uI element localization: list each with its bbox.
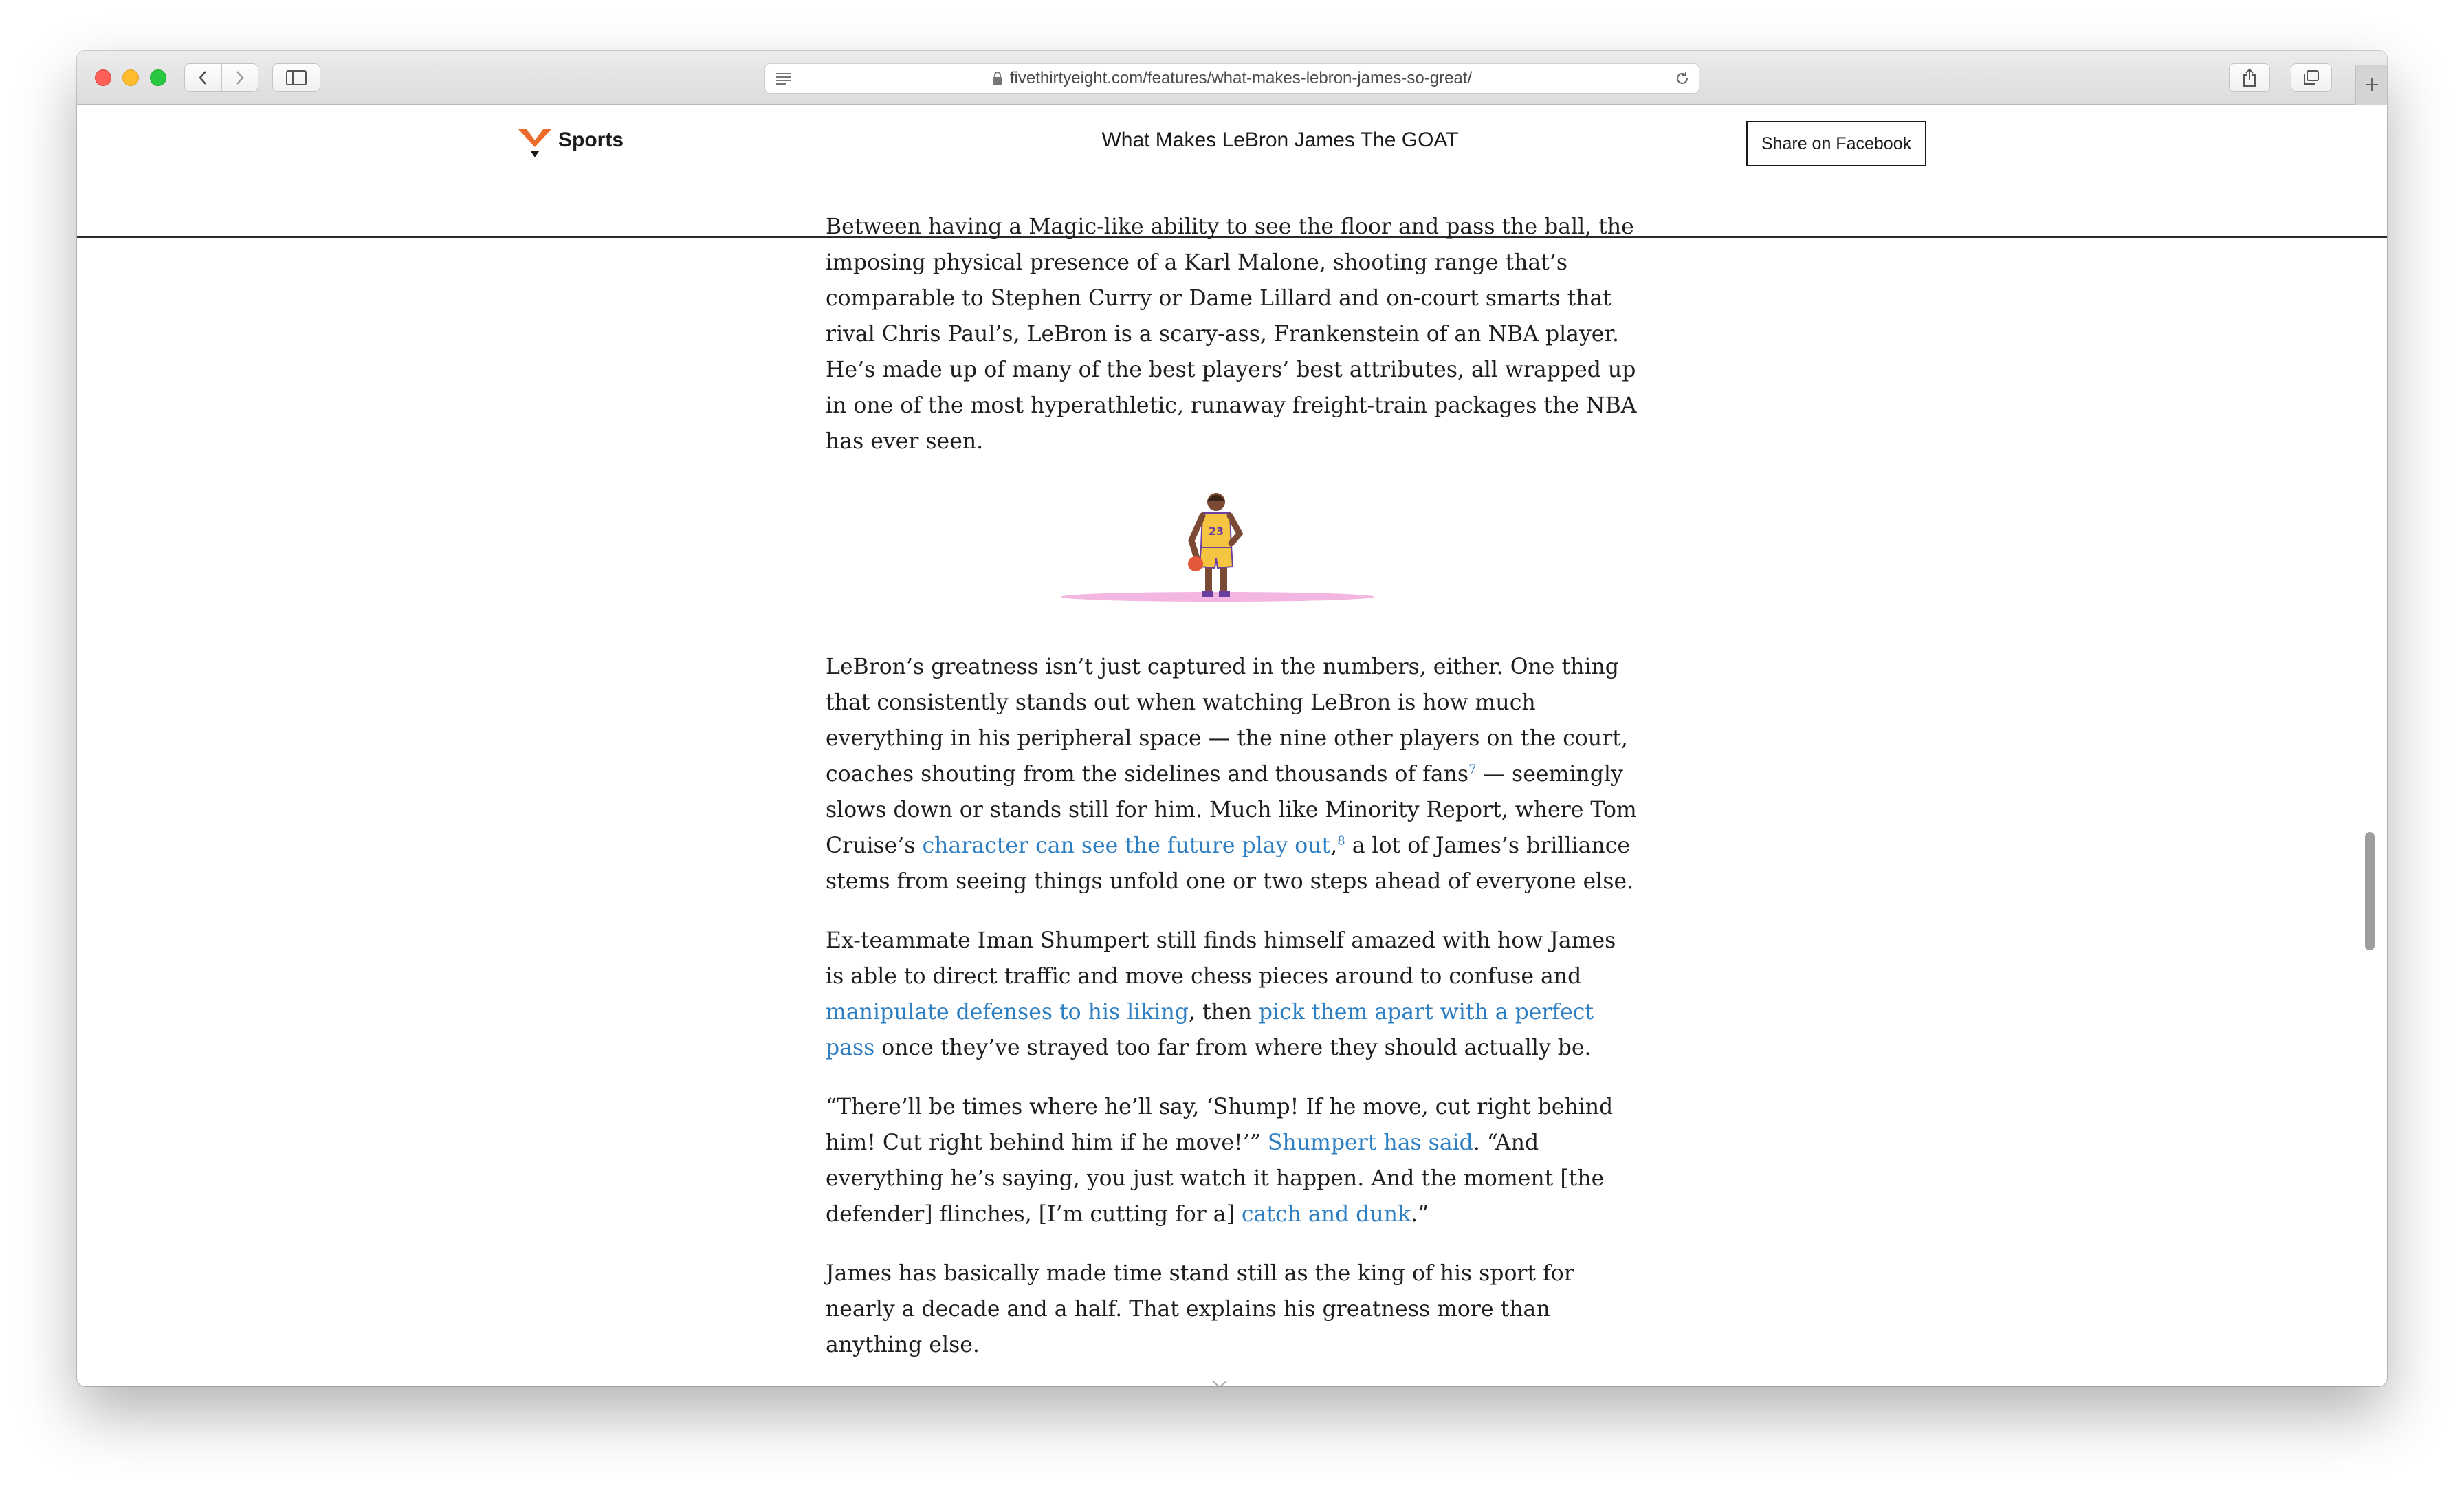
minimize-window-button[interactable] [122, 69, 139, 86]
article-paragraph: Ex-teammate Iman Shumpert still finds himself amazed with how James is able to direct traffic and move chess pieces around to confuse and manipulate defenses to his liking, then pick them apart with a perfect pass once they’ve strayed too far from where they should actually be. [826, 928, 1616, 1060]
new-tab-button[interactable] [2355, 65, 2387, 105]
address-bar[interactable] [764, 63, 1700, 94]
link-manipulate-defenses[interactable]: manipulate defenses to his liking [826, 1000, 1189, 1025]
show-tabs-button[interactable] [2291, 63, 2332, 92]
tabs-icon [2302, 69, 2320, 86]
navigation-buttons [184, 63, 258, 92]
reload-icon[interactable] [1674, 70, 1691, 90]
sidebar-icon [286, 70, 307, 85]
jersey-number: 23 [1208, 525, 1224, 538]
back-button[interactable] [185, 64, 221, 91]
forward-button[interactable] [221, 64, 258, 91]
share-on-facebook-button[interactable]: Share on Facebook [1746, 121, 1926, 166]
share-button[interactable] [2229, 63, 2270, 92]
section-label[interactable]: Sports [558, 129, 624, 151]
lebron-illustration [826, 483, 1637, 627]
share-icon [2242, 68, 2257, 87]
chevron-down-icon [1211, 1379, 1228, 1386]
link-perfect-pass[interactable]: pick them apart with a perfect pass [826, 1000, 1594, 1060]
footnote-7[interactable]: 7 [1468, 762, 1477, 777]
sidebar-toggle-button[interactable] [272, 63, 320, 92]
scrollbar-thumb[interactable] [2365, 832, 2375, 950]
article-paragraph: “There’ll be times where he’ll say, ‘Shump! If he move, cut right behind him! Cut right behind him if he move!’” Shumpert has said. “And everything he’s saying, you just watch it happen. And the moment [the defender] flinches, [I’m cutting for a] catch and dunk.” [826, 1095, 1614, 1227]
link-character-future[interactable]: character can see the future play out [922, 833, 1331, 858]
article-paragraph: LeBron’s greatness isn’t just captured in the numbers, either. One thing that consistently stands out when watching LeBron is how much everything in his peripheral space — the nine other players on the court, coaches shouting from the sidelines and thousands of fans$^7$ — seemingly slows down or stands still for him. Much like Minority Report, where Tom Cruise’s character can see the future play out,$^8$ a lot of James’s brilliance stems from seeing things unfold one or two steps ahead of everyone else. [826, 655, 1637, 894]
article-body [826, 209, 1637, 1386]
link-shumpert-has-said[interactable]: Shumpert has said [1267, 1130, 1473, 1155]
article-paragraph: Between having a Magic-like ability to see the floor and pass the ball, the imposing physical presence of a Karl Malone, shooting range that’s comparable to Stephen Curry or Dame Lillard and on-court smarts that rival Chris Paul’s, LeBron is a scary-ass, Frankenstein of an NBA player. He’s made up of many of the best players’ best attributes, all wrapped up in one of the most hyperathletic, runaway freight-train packages the NBA has ever seen. [826, 215, 1637, 454]
article-paragraph: James has basically made time stand still as the king of his sport for nearly a decade and a half. That explains his greatness more than anything else. [826, 1261, 1574, 1357]
header-article-title: What Makes LeBron James The GOAT [1101, 129, 1459, 151]
maximize-window-button[interactable] [150, 69, 166, 86]
browser-toolbar [77, 51, 2387, 105]
close-window-button[interactable] [95, 69, 111, 86]
chevron-left-icon [198, 70, 208, 85]
court-shadow [1061, 592, 1374, 602]
chevron-right-icon [235, 70, 245, 85]
footnote-8[interactable]: 8 [1337, 833, 1345, 849]
plus-icon [2364, 77, 2379, 92]
link-catch-and-dunk[interactable]: catch and dunk [1241, 1202, 1411, 1227]
url-text: fivethirtyeight.com/features/what-makes-lebron-james-so-great/ [1009, 69, 1473, 87]
browser-window [77, 51, 2387, 1386]
url-display [765, 64, 1699, 93]
lock-icon [992, 72, 1003, 85]
